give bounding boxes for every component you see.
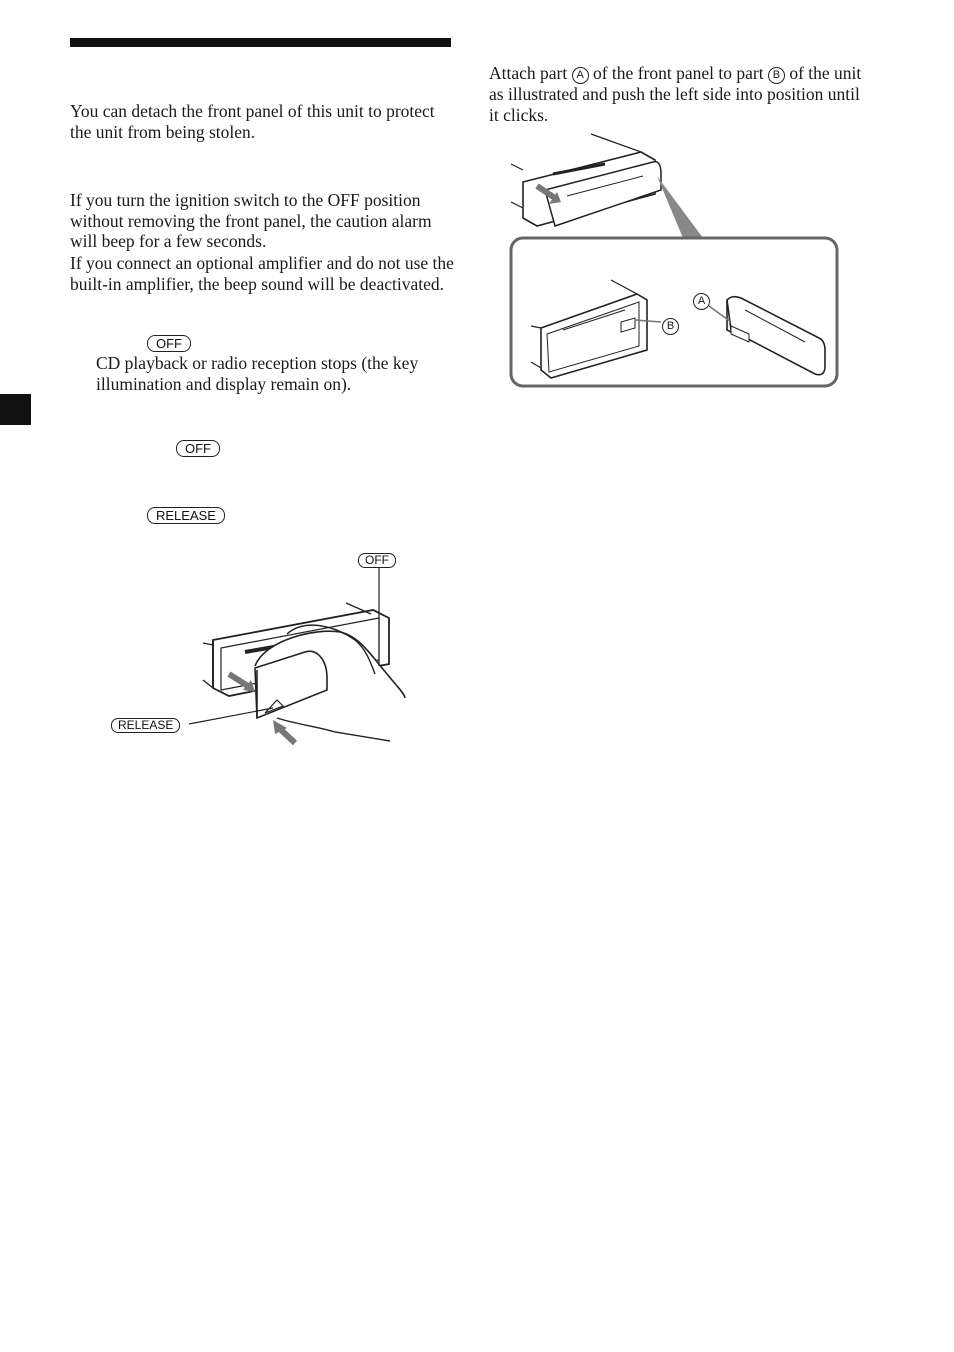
attach-instruction [489,63,864,125]
attach-text-1: Attach part [489,63,572,83]
part-b-marker: B [768,67,785,84]
caution-paragraph-2: If you connect an optional amplifier and do not use the built-in amplifier, the beep sound will be deactivated. [70,253,454,294]
step1-note: CD playback or radio reception stops (the key illumination and display remain on). [96,353,419,394]
off-key-label-2: OFF [176,440,220,457]
off-key-label: OFF [147,335,191,352]
callout-a-marker: A [693,293,710,310]
callout-b-marker: B [662,318,679,335]
intro-paragraph: You can detach the front panel of this unit to protect the unit from being stolen. [70,101,435,142]
part-a-marker: A [572,67,589,84]
detach-illustration [105,548,425,748]
off-callout: OFF [358,553,396,568]
attach-drawing [505,130,845,392]
attach-text-2: of the front panel to part [588,63,768,83]
attach-text-3: of the unit as illustrated and push the left side into position until it clicks. [489,63,862,125]
header-rule [70,38,451,47]
page-edge-tab [0,394,31,425]
release-callout: RELEASE [111,718,180,733]
release-key-label: RELEASE [147,507,225,524]
caution-paragraph-1: If you turn the ignition switch to the OFF position without removing the front panel, the caution alarm will beep for a few seconds. [70,190,432,252]
attach-illustration [505,130,845,392]
